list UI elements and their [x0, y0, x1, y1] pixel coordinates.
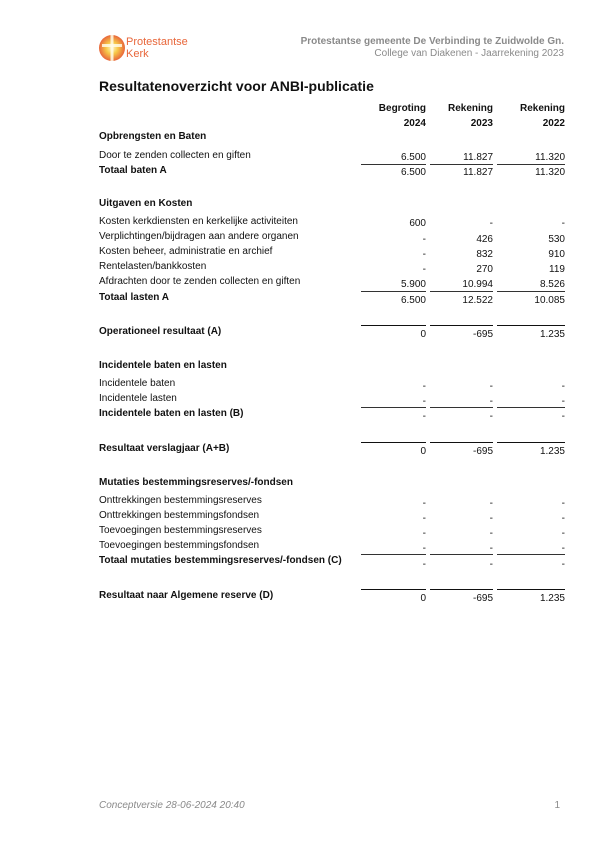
row-value-rekening-2022: 119: [549, 264, 565, 275]
column-header-rekening-2023: [430, 101, 493, 131]
result-rule: [497, 325, 565, 326]
total-label: Totaal baten A: [99, 165, 167, 176]
subtotal-rule: [497, 291, 565, 292]
row-value-begroting: 6.500: [400, 152, 426, 163]
row-value-rekening-2023: 426: [476, 234, 493, 245]
total-value-begroting: 6.500: [400, 295, 426, 306]
header-organization: Protestantse gemeente De Verbinding te Zuidwolde Gn.: [300, 36, 564, 47]
column-header-line1: Rekening: [447, 103, 493, 114]
row-value-rekening-2023: 832: [476, 249, 493, 260]
row-value-rekening-2023: 10.994: [462, 279, 493, 290]
row-value-rekening-2022: 910: [548, 249, 565, 260]
row-value-rekening-2023: -: [489, 218, 493, 229]
subtotal-rule: [361, 554, 426, 555]
row-label: Onttrekkingen bestemmingsreserves: [99, 495, 262, 506]
row-value-rekening-2022: -: [561, 396, 565, 407]
subtotal-rule: [497, 164, 565, 165]
subtotal-rule: [361, 164, 426, 165]
row-value-rekening-2023: -: [489, 396, 493, 407]
column-header-line1: Begroting: [378, 103, 426, 114]
result-rule: [361, 325, 426, 326]
column-header-rekening-2022: [497, 101, 565, 131]
section-heading-opbrengsten: Opbrengsten en Baten: [99, 131, 207, 142]
total-value-rekening-2023: -: [489, 411, 493, 422]
result-value-rekening-2022: 1.235: [539, 446, 565, 457]
column-header-line2: 2024: [403, 118, 426, 129]
result-value-begroting: 0: [420, 593, 426, 604]
page-number: 1: [554, 800, 560, 811]
row-label: Kosten kerkdiensten en kerkelijke activiteiten: [99, 216, 298, 227]
section-heading-incidenteel: Incidentele baten en lasten: [99, 360, 227, 371]
column-header-line2: 2023: [470, 118, 493, 129]
row-value-rekening-2022: -: [561, 381, 565, 392]
total-label: Incidentele baten en lasten (B): [99, 408, 244, 419]
subtotal-rule: [497, 407, 565, 408]
logo-text-line2: Kerk: [126, 48, 149, 60]
result-value-rekening-2023: -695: [472, 329, 493, 340]
row-value-rekening-2022: -: [561, 528, 565, 539]
result-rule: [361, 442, 426, 443]
row-label: Incidentele baten: [99, 378, 176, 389]
section-heading-uitgaven: Uitgaven en Kosten: [99, 198, 193, 209]
result-rule: [497, 589, 565, 590]
result-rule: [361, 589, 426, 590]
total-value-rekening-2022: 11.320: [535, 167, 565, 178]
result-value-begroting: 0: [420, 446, 426, 457]
result-label-verslagjaar: Resultaat verslagjaar (A+B): [99, 443, 230, 454]
row-value-begroting: -: [422, 396, 426, 407]
cross-sun-icon: [99, 31, 125, 65]
row-value-begroting: 5.900: [400, 279, 426, 290]
footer-version: Conceptversie 28-06-2024 20:40: [99, 800, 245, 811]
result-rule: [430, 442, 493, 443]
page-title: Resultatenoverzicht voor ANBI-publicatie: [99, 78, 374, 94]
subtotal-rule: [430, 164, 493, 165]
row-label: Afdrachten door te zenden collecten en giften: [99, 276, 301, 287]
row-value-rekening-2023: -: [489, 498, 493, 509]
result-value-begroting: 0: [420, 329, 426, 340]
total-value-rekening-2022: -: [561, 411, 565, 422]
row-value-rekening-2023: -: [489, 528, 493, 539]
row-value-rekening-2022: -: [561, 543, 565, 554]
row-value-begroting: -: [422, 381, 426, 392]
result-value-rekening-2023: -695: [472, 593, 493, 604]
row-value-rekening-2022: -: [561, 218, 565, 229]
row-value-rekening-2022: -: [561, 498, 565, 509]
total-value-rekening-2023: 11.827: [463, 167, 493, 178]
row-label: Onttrekkingen bestemmingsfondsen: [99, 510, 260, 521]
subtotal-rule: [430, 554, 493, 555]
row-value-rekening-2023: 11.827: [463, 152, 493, 163]
row-value-rekening-2023: -: [489, 381, 493, 392]
header-subtitle: College van Diakenen - Jaarrekening 2023: [374, 48, 564, 59]
total-value-rekening-2022: -: [561, 559, 565, 570]
row-value-rekening-2023: -: [489, 513, 493, 524]
total-label: Totaal lasten A: [99, 292, 170, 303]
row-value-begroting: -: [422, 528, 426, 539]
row-label: Toevoegingen bestemmingsreserves: [99, 525, 262, 536]
total-value-begroting: -: [422, 559, 426, 570]
result-value-rekening-2022: 1.235: [539, 329, 565, 340]
column-header-line1: Rekening: [519, 103, 565, 114]
result-value-rekening-2023: -695: [472, 446, 493, 457]
row-label: Verplichtingen/bijdragen aan andere organen: [99, 231, 299, 242]
church-logo: [99, 31, 209, 65]
column-header-line2: 2022: [542, 118, 565, 129]
row-value-rekening-2022: 530: [548, 234, 565, 245]
row-label: Rentelasten/bankkosten: [99, 261, 207, 272]
logo-text-line1: Protestantse: [126, 36, 188, 48]
subtotal-rule: [361, 291, 426, 292]
total-value-rekening-2023: -: [489, 559, 493, 570]
total-value-begroting: 6.500: [400, 167, 426, 178]
result-label-algemene-reserve: Resultaat naar Algemene reserve (D): [99, 590, 274, 601]
row-value-begroting: -: [422, 249, 426, 260]
row-value-begroting: 600: [409, 218, 426, 229]
row-value-begroting: -: [422, 234, 426, 245]
total-label: Totaal mutaties bestemmingsreserves/-fondsen (C): [99, 555, 342, 566]
row-value-begroting: -: [422, 498, 426, 509]
row-label: Kosten beheer, administratie en archief: [99, 246, 273, 257]
row-value-rekening-2022: -: [561, 513, 565, 524]
row-value-begroting: -: [422, 543, 426, 554]
result-value-rekening-2022: 1.235: [539, 593, 565, 604]
row-value-rekening-2022: 8.526: [539, 279, 565, 290]
subtotal-rule: [430, 407, 493, 408]
row-value-begroting: -: [422, 513, 426, 524]
total-value-begroting: -: [422, 411, 426, 422]
row-label: Door te zenden collecten en giften: [99, 150, 251, 161]
row-label: Incidentele lasten: [99, 393, 177, 404]
row-value-rekening-2022: 11.320: [535, 152, 565, 163]
result-rule: [430, 325, 493, 326]
subtotal-rule: [361, 407, 426, 408]
result-rule: [497, 442, 565, 443]
total-value-rekening-2023: 12.522: [462, 295, 493, 306]
row-label: Toevoegingen bestemmingsfondsen: [99, 540, 260, 551]
column-header-begroting-2024: [361, 101, 426, 131]
result-rule: [430, 589, 493, 590]
result-label-operationeel: Operationeel resultaat (A): [99, 326, 222, 337]
subtotal-rule: [497, 554, 565, 555]
row-value-begroting: -: [422, 264, 426, 275]
row-value-rekening-2023: -: [489, 543, 493, 554]
section-heading-mutaties: Mutaties bestemmingsreserves/-fondsen: [99, 477, 293, 488]
row-value-rekening-2023: 270: [476, 264, 493, 275]
subtotal-rule: [430, 291, 493, 292]
total-value-rekening-2022: 10.085: [534, 295, 565, 306]
